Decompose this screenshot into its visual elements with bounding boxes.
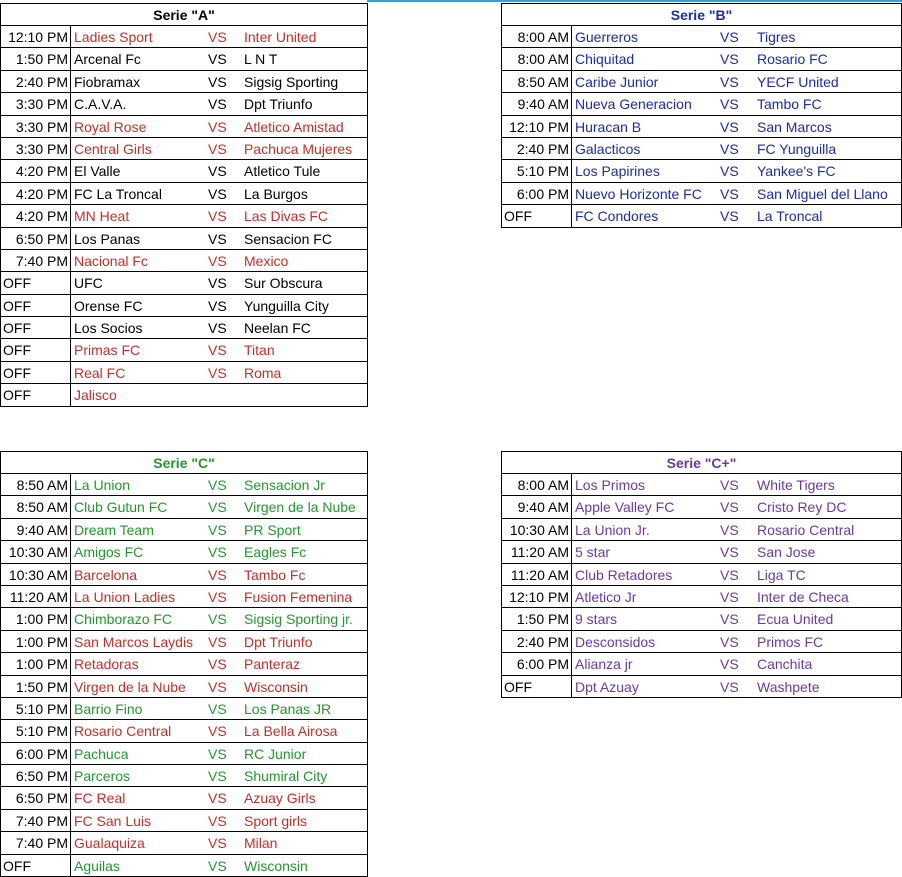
away-team: Atletico Amistad — [244, 118, 344, 135]
home-team: Alianza jr — [575, 656, 633, 673]
match-time: 6:50 PM — [1, 228, 71, 249]
home-team: Chiquitad — [575, 51, 635, 68]
away-team: Virgen de la Nube — [244, 499, 356, 516]
home-team: UFC — [74, 275, 103, 292]
away-team: Rosario FC — [757, 51, 828, 68]
away-team: Tigres — [757, 29, 796, 45]
serie-c-table — [0, 451, 368, 877]
home-team: Arcenal Fc — [74, 51, 141, 68]
vs-label: VS — [720, 29, 739, 45]
match-time: 8:50 AM — [502, 71, 572, 92]
vs-label: VS — [720, 51, 739, 68]
match-row — [502, 183, 901, 205]
vs-label: VS — [208, 723, 227, 740]
away-team: YECF United — [757, 73, 839, 90]
match-time: 6:00 PM — [1, 743, 71, 764]
match-time: 12:10 PM — [502, 116, 572, 137]
match-time: 11:20 AM — [502, 541, 572, 562]
serie-cplus-table — [501, 451, 902, 698]
match-row — [502, 160, 901, 182]
match-time: 8:00 AM — [502, 474, 572, 495]
vs-label: VS — [208, 499, 227, 516]
match-row — [1, 295, 367, 317]
home-team: Desconsidos — [575, 633, 656, 650]
vs-label: VS — [720, 96, 739, 113]
match-time: 4:20 PM — [1, 160, 71, 181]
vs-label: VS — [208, 745, 227, 762]
serie-a-table — [0, 3, 368, 407]
vs-label: VS — [208, 678, 227, 695]
serie-c-title: Serie "C" — [1, 452, 367, 474]
away-team: Rosario Central — [757, 521, 855, 538]
match-row — [1, 608, 367, 630]
away-team: San Miguel del Llano — [757, 185, 888, 202]
home-team: Barrio Fino — [74, 700, 143, 717]
home-team: Club Gutun FC — [74, 499, 168, 516]
home-team: Dream Team — [74, 521, 154, 538]
match-time: 8:00 AM — [502, 26, 572, 47]
match-row — [502, 564, 901, 586]
home-team: FC La Troncal — [74, 185, 162, 202]
match-row — [1, 250, 367, 272]
away-team: L N T — [244, 51, 278, 68]
away-team: Cristo Rey DC — [757, 499, 847, 516]
away-team: La Burgos — [244, 185, 308, 202]
match-time: 10:30 AM — [1, 564, 71, 585]
match-row — [1, 720, 367, 742]
away-team: Fusion Femenina — [244, 588, 353, 605]
vs-label: VS — [208, 768, 227, 785]
home-team: Chimborazo FC — [74, 611, 173, 628]
home-team: Atletico Jr — [575, 588, 637, 605]
vs-label: VS — [720, 208, 739, 225]
away-team: La Troncal — [757, 208, 823, 225]
vs-label: VS — [208, 73, 227, 90]
home-team: FC San Luis — [74, 812, 152, 829]
vs-label: VS — [208, 656, 227, 673]
match-time: OFF — [502, 676, 572, 697]
vs-label: VS — [208, 700, 227, 717]
vs-label: VS — [208, 857, 227, 874]
match-row — [1, 116, 367, 138]
match-row — [1, 317, 367, 339]
away-team: Dpt Triunfo — [244, 633, 313, 650]
match-time: 5:10 PM — [1, 698, 71, 719]
vs-label: VS — [208, 208, 227, 225]
away-team: Wisconsin — [244, 857, 308, 874]
home-team: Jalisco — [74, 387, 117, 404]
match-row — [1, 339, 367, 361]
match-time: OFF — [502, 205, 572, 226]
away-team: Ecua United — [757, 611, 834, 628]
match-time: 1:50 PM — [1, 48, 71, 69]
match-row — [1, 743, 367, 765]
match-time: 11:20 AM — [502, 564, 572, 585]
away-team: Dpt Triunfo — [244, 96, 313, 113]
home-team: Royal Rose — [74, 118, 147, 135]
vs-label: VS — [208, 118, 227, 135]
vs-label: VS — [208, 835, 227, 852]
away-team: Las Divas FC — [244, 208, 329, 225]
match-time: 3:30 PM — [1, 138, 71, 159]
vs-label: VS — [208, 566, 227, 583]
home-team: Parceros — [74, 768, 131, 785]
home-team: 5 star — [575, 544, 611, 561]
match-row — [1, 71, 367, 93]
home-team: Primas FC — [74, 342, 141, 359]
match-time: 10:30 AM — [502, 519, 572, 540]
match-row — [1, 183, 367, 205]
match-row — [502, 474, 901, 496]
match-time: 1:00 PM — [1, 653, 71, 674]
serie-cplus-title: Serie "C+" — [502, 452, 901, 474]
match-time: 2:40 PM — [502, 138, 572, 159]
vs-label: VS — [208, 611, 227, 628]
away-team: San Marcos — [757, 118, 832, 135]
match-time: 12:10 PM — [502, 586, 572, 607]
away-team: Sigsig Sporting — [244, 73, 339, 90]
match-row — [1, 384, 367, 406]
home-team: Retadoras — [74, 656, 139, 673]
match-row — [1, 48, 367, 70]
home-team: La Union — [74, 477, 131, 493]
match-row — [502, 541, 901, 563]
match-row — [1, 93, 367, 115]
home-team: FC Condores — [575, 208, 659, 225]
match-time: 5:10 PM — [502, 160, 572, 181]
match-row — [1, 765, 367, 787]
match-row — [502, 631, 901, 653]
match-row — [502, 26, 901, 48]
home-team: MN Heat — [74, 208, 130, 225]
vs-label: VS — [208, 297, 227, 314]
home-team: La Union Jr. — [575, 521, 650, 538]
match-row — [1, 205, 367, 227]
vs-label: VS — [208, 96, 227, 113]
away-team: Eagles Fc — [244, 544, 307, 561]
vs-label: VS — [208, 633, 227, 650]
vs-label: VS — [208, 812, 227, 829]
match-row — [1, 810, 367, 832]
away-team: Canchita — [757, 656, 813, 673]
home-team: C.A.V.A. — [74, 96, 127, 113]
away-team: Sur Obscura — [244, 275, 323, 292]
match-time: 7:40 PM — [1, 810, 71, 831]
match-row — [1, 272, 367, 294]
away-team: Los Panas JR — [244, 700, 332, 717]
serie-b-table — [501, 3, 902, 228]
away-team: Atletico Tule — [244, 163, 321, 180]
match-row — [1, 787, 367, 809]
match-time: 1:50 PM — [1, 676, 71, 697]
match-row — [502, 496, 901, 518]
away-team: Primos FC — [757, 633, 824, 650]
away-team: Mexico — [244, 252, 289, 269]
away-team: Titan — [244, 342, 275, 359]
home-team: Rosario Central — [74, 723, 172, 740]
vs-label: VS — [208, 252, 227, 269]
away-team: Azuay Girls — [244, 790, 316, 807]
away-team: La Bella Airosa — [244, 723, 338, 740]
vs-label: VS — [208, 790, 227, 807]
match-time: OFF — [1, 272, 71, 293]
away-team: FC Yunguilla — [757, 140, 837, 157]
vs-label: VS — [720, 477, 739, 493]
away-team: Roma — [244, 364, 282, 381]
vs-label: VS — [208, 185, 227, 202]
match-row — [502, 93, 901, 115]
vs-label: VS — [720, 118, 739, 135]
away-team: Sensacion Jr — [244, 477, 325, 493]
home-team: Virgen de la Nube — [74, 678, 186, 695]
home-team: Fiobramax — [74, 73, 141, 90]
vs-label: VS — [720, 588, 739, 605]
match-row — [1, 362, 367, 384]
home-team: Los Primos — [575, 477, 646, 493]
vs-label: VS — [208, 521, 227, 538]
away-team: Pachuca Mujeres — [244, 140, 353, 157]
match-row — [1, 832, 367, 854]
vs-label: VS — [720, 140, 739, 157]
match-time: 9:40 AM — [1, 519, 71, 540]
match-row — [1, 855, 367, 877]
home-team: El Valle — [74, 163, 121, 180]
home-team: Los Panas — [74, 230, 141, 247]
match-time: 4:20 PM — [1, 205, 71, 226]
match-time: 9:40 AM — [502, 93, 572, 114]
match-row — [502, 138, 901, 160]
vs-label: VS — [720, 566, 739, 583]
away-team: Washpete — [757, 678, 820, 695]
top-accent-line — [367, 0, 902, 2]
vs-label: VS — [720, 611, 739, 628]
match-row — [1, 474, 367, 496]
match-time: 8:00 AM — [502, 48, 572, 69]
home-team: Huracan B — [575, 118, 642, 135]
match-row — [502, 608, 901, 630]
away-team: San Jose — [757, 544, 816, 561]
match-row — [1, 228, 367, 250]
vs-label: VS — [208, 320, 227, 337]
away-team: Shumiral City — [244, 768, 328, 785]
match-time: OFF — [1, 339, 71, 360]
home-team: Gualaquiza — [74, 835, 145, 852]
vs-label: VS — [720, 544, 739, 561]
away-team: Wisconsin — [244, 678, 308, 695]
home-team: Nuevo Horizonte FC — [575, 185, 702, 202]
home-team: Caribe Junior — [575, 73, 659, 90]
away-team: Inter de Checa — [757, 588, 849, 605]
match-row — [1, 631, 367, 653]
match-row — [1, 564, 367, 586]
home-team: San Marcos Laydis — [74, 633, 194, 650]
match-row — [502, 653, 901, 675]
vs-label: VS — [720, 185, 739, 202]
match-row — [1, 698, 367, 720]
match-time: 7:40 PM — [1, 250, 71, 271]
away-team: Inter United — [244, 29, 317, 45]
vs-label: VS — [208, 230, 227, 247]
match-time: OFF — [1, 317, 71, 338]
away-team: Tambo FC — [757, 96, 822, 113]
match-time: OFF — [1, 855, 71, 876]
match-time: 6:00 PM — [502, 653, 572, 674]
vs-label: VS — [208, 588, 227, 605]
home-team: Los Papirines — [575, 163, 660, 180]
match-row — [502, 71, 901, 93]
match-time: 3:30 PM — [1, 93, 71, 114]
away-team: Sigsig Sporting jr. — [244, 611, 353, 628]
match-time: 2:40 PM — [502, 631, 572, 652]
vs-label: VS — [720, 73, 739, 90]
away-team: Yunguilla City — [244, 297, 329, 314]
away-team: White Tigers — [757, 477, 835, 493]
vs-label: VS — [208, 544, 227, 561]
away-team: Milan — [244, 835, 278, 852]
home-team: Nacional Fc — [74, 252, 148, 269]
match-row — [502, 48, 901, 70]
match-time: 1:50 PM — [502, 608, 572, 629]
match-row — [1, 676, 367, 698]
serie-a-title: Serie "A" — [1, 4, 367, 26]
away-team: Yankee's FC — [757, 163, 836, 180]
match-time: 7:40 PM — [1, 832, 71, 853]
vs-label: VS — [720, 163, 739, 180]
home-team: Real FC — [74, 364, 126, 381]
match-time: 9:40 AM — [502, 496, 572, 517]
home-team: Los Socios — [74, 320, 143, 337]
match-row — [1, 541, 367, 563]
match-time: 11:20 AM — [1, 586, 71, 607]
away-team: Tambo Fc — [244, 566, 306, 583]
home-team: La Union Ladies — [74, 588, 176, 605]
serie-b-title: Serie "B" — [502, 4, 901, 26]
home-team: Central Girls — [74, 140, 152, 157]
home-team: Nueva Generacion — [575, 96, 692, 113]
home-team: 9 stars — [575, 611, 618, 628]
vs-label: VS — [208, 364, 227, 381]
match-row — [502, 586, 901, 608]
match-time: 8:50 AM — [1, 474, 71, 495]
home-team: Galacticos — [575, 140, 641, 157]
match-time: 6:50 PM — [1, 787, 71, 808]
vs-label: VS — [208, 29, 227, 45]
match-row — [1, 496, 367, 518]
match-time: 1:00 PM — [1, 631, 71, 652]
home-team: Aguilas — [74, 857, 120, 874]
away-team: Panteraz — [244, 656, 301, 673]
away-team: RC Junior — [244, 745, 307, 762]
match-row — [502, 519, 901, 541]
match-time: 12:10 PM — [1, 26, 71, 47]
match-time: 3:30 PM — [1, 116, 71, 137]
match-time: 8:50 AM — [1, 496, 71, 517]
vs-label: VS — [720, 678, 739, 695]
vs-label: VS — [208, 275, 227, 292]
match-time: 6:50 PM — [1, 765, 71, 786]
match-time: 4:20 PM — [1, 183, 71, 204]
vs-label: VS — [208, 140, 227, 157]
home-team: FC Real — [74, 790, 126, 807]
home-team: Pachuca — [74, 745, 129, 762]
away-team: Sensacion FC — [244, 230, 332, 247]
vs-label: VS — [208, 477, 227, 493]
match-row — [1, 138, 367, 160]
match-row — [1, 653, 367, 675]
match-row — [1, 26, 367, 48]
match-row — [502, 205, 901, 227]
match-row — [1, 160, 367, 182]
home-team: Barcelona — [74, 566, 138, 583]
match-row — [502, 676, 901, 698]
match-time: 2:40 PM — [1, 71, 71, 92]
away-team: Neelan FC — [244, 320, 311, 337]
vs-label: VS — [208, 51, 227, 68]
vs-label: VS — [720, 521, 739, 538]
home-team: Ladies Sport — [74, 29, 153, 45]
home-team: Club Retadores — [575, 566, 673, 583]
vs-label: VS — [208, 163, 227, 180]
home-team: Dpt Azuay — [575, 678, 639, 695]
vs-label: VS — [720, 499, 739, 516]
away-team: Sport girls — [244, 812, 308, 829]
away-team: PR Sport — [244, 521, 301, 538]
vs-label: VS — [720, 633, 739, 650]
match-row — [502, 116, 901, 138]
vs-label: VS — [208, 342, 227, 359]
match-time: 6:00 PM — [502, 183, 572, 204]
match-row — [1, 519, 367, 541]
home-team: Apple Valley FC — [575, 499, 675, 516]
match-time: 1:00 PM — [1, 608, 71, 629]
home-team: Guerreros — [575, 29, 639, 45]
match-time: OFF — [1, 362, 71, 383]
match-time: 10:30 AM — [1, 541, 71, 562]
match-row — [1, 586, 367, 608]
home-team: Amigos FC — [74, 544, 144, 561]
home-team: Orense FC — [74, 297, 143, 314]
away-team: Liga TC — [757, 566, 806, 583]
match-time: OFF — [1, 384, 71, 405]
vs-label: VS — [720, 656, 739, 673]
match-time: OFF — [1, 295, 71, 316]
match-time: 5:10 PM — [1, 720, 71, 741]
